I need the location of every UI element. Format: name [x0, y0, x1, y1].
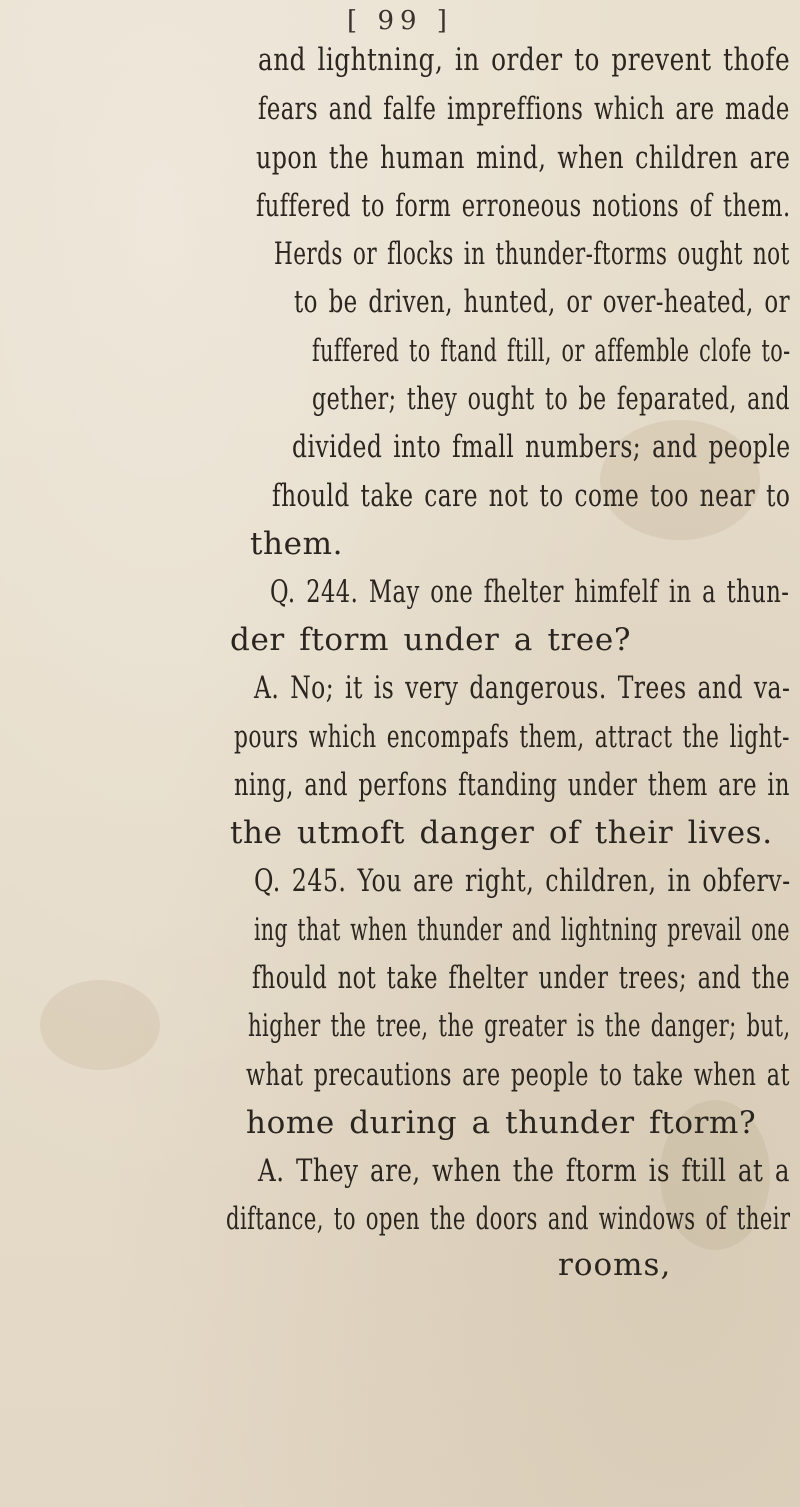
text-line: fears and falfe impreffions which are made: [258, 91, 790, 127]
catchword: rooms,: [558, 1247, 672, 1283]
text-line: diftance, to open the doors and windows of their: [226, 1201, 791, 1237]
text-line: Q. 244. May one fhelter himfelf in a thun-: [270, 574, 790, 610]
text-line: divided into fmall numbers; and people: [292, 429, 791, 465]
text-line: Q. 245. You are right, children, in obferv-: [254, 863, 791, 899]
text-line: fuffered to form erroneous notions of them.: [256, 188, 791, 224]
paper-stain: [40, 980, 160, 1070]
text-line: ning, and perfons ftanding under them are in: [234, 767, 790, 803]
text-line: gether; they ought to be feparated, and: [312, 381, 791, 417]
text-line: to be driven, hunted, or over-heated, or: [294, 284, 790, 320]
text-line: Herds or flocks in thunder-ftorms ought not: [274, 236, 790, 272]
text-line: fhould not take fhelter under trees; and the: [252, 960, 790, 996]
text-line: them.: [250, 526, 344, 562]
text-line: ing that when thunder and lightning prevail one: [254, 912, 790, 948]
text-line: and lightning, in order to prevent thofe: [258, 42, 791, 78]
text-line: higher the tree, the greater is the danger; but,: [248, 1008, 791, 1044]
text-line: fuffered to ftand ftill, or affemble clofe to-: [312, 333, 791, 369]
text-line: home during a thunder ftorm?: [246, 1105, 757, 1141]
text-line: pours which encompafs them, attract the light-: [234, 719, 790, 755]
text-line: der ftorm under a tree?: [230, 622, 632, 658]
text-line: A. They are, when the ftorm is ftill at a: [258, 1153, 790, 1189]
text-line: A. No; it is very dangerous. Trees and va-: [254, 670, 791, 706]
text-line: fhould take care not to come too near to: [272, 478, 791, 514]
text-line: what precautions are people to take when at: [246, 1057, 790, 1093]
page-number: [ 99 ]: [347, 6, 453, 36]
text-line: upon the human mind, when children are: [256, 140, 791, 176]
text-line: the utmoft danger of their lives.: [230, 815, 773, 851]
